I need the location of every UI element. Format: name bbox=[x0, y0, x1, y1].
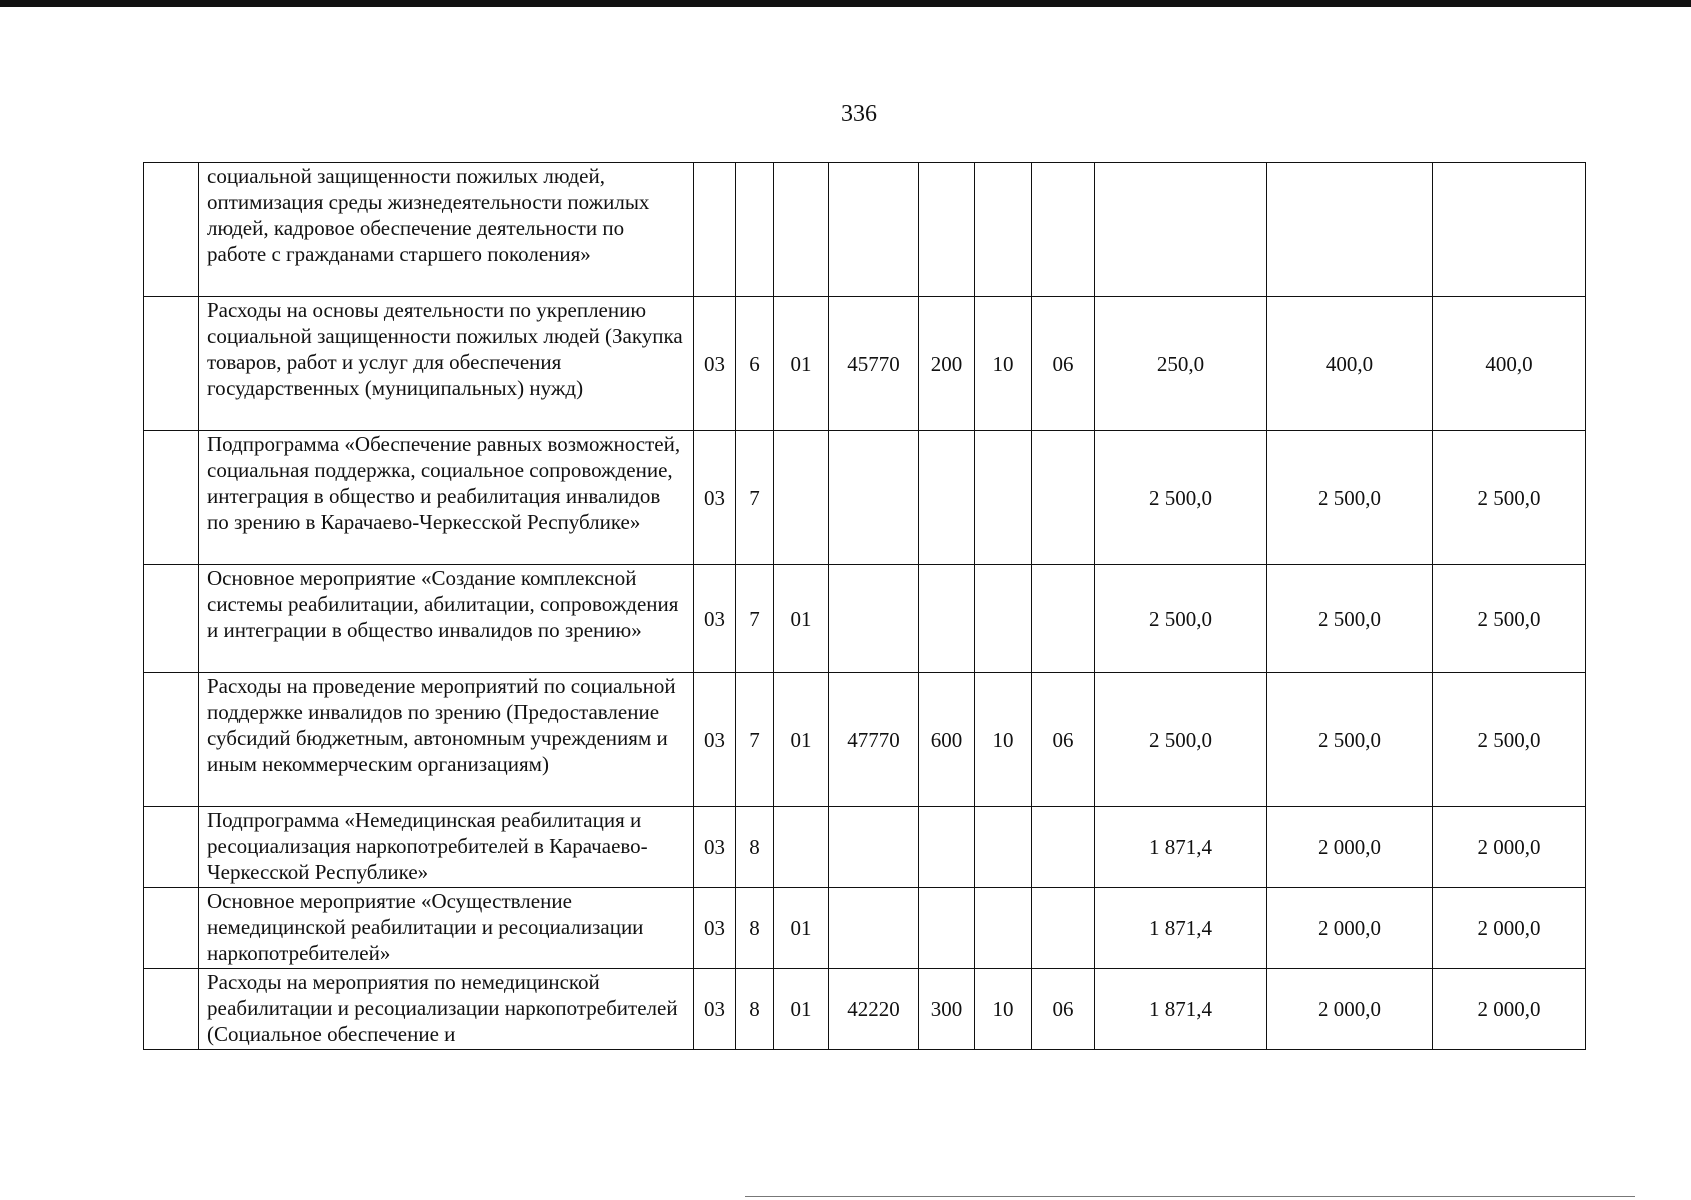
description-cell: Подпрограмма «Немедицинская реабилитация и ресоциализация наркопотребителей в Карачаево-Черкесской Республике» bbox=[199, 807, 694, 888]
amount-cell: 2 000,0 bbox=[1267, 969, 1433, 1050]
amount-cell: 2 500,0 bbox=[1267, 673, 1433, 807]
table-row bbox=[144, 565, 1586, 673]
code-cell: 10 bbox=[975, 969, 1032, 1050]
code-cell: 45770 bbox=[829, 297, 919, 431]
code-cell bbox=[774, 807, 829, 888]
amount-cell bbox=[1095, 163, 1267, 297]
row-number-cell bbox=[144, 431, 199, 565]
description-cell: Расходы на мероприятия по немедицинской реабилитации и ресоциализации наркопотребителей (Социальное обеспечение и bbox=[199, 969, 694, 1050]
code-cell bbox=[919, 163, 975, 297]
code-cell bbox=[774, 431, 829, 565]
code-cell: 06 bbox=[1032, 297, 1095, 431]
code-cell: 01 bbox=[774, 565, 829, 673]
code-cell: 03 bbox=[694, 969, 736, 1050]
code-cell bbox=[919, 431, 975, 565]
code-cell bbox=[1032, 565, 1095, 673]
code-cell bbox=[1032, 807, 1095, 888]
code-cell bbox=[829, 888, 919, 969]
amount-cell: 2 500,0 bbox=[1433, 565, 1586, 673]
amount-cell: 2 500,0 bbox=[1267, 431, 1433, 565]
row-number-cell bbox=[144, 163, 199, 297]
amount-cell: 2 500,0 bbox=[1433, 673, 1586, 807]
amount-cell: 2 500,0 bbox=[1095, 673, 1267, 807]
row-number-cell bbox=[144, 888, 199, 969]
code-cell bbox=[736, 163, 774, 297]
code-cell: 6 bbox=[736, 297, 774, 431]
amount-cell: 2 500,0 bbox=[1267, 565, 1433, 673]
code-cell: 8 bbox=[736, 807, 774, 888]
page-number: 336 bbox=[841, 101, 877, 127]
amount-cell: 2 500,0 bbox=[1095, 431, 1267, 565]
table-row bbox=[144, 297, 1586, 431]
amount-cell: 2 000,0 bbox=[1267, 888, 1433, 969]
code-cell: 8 bbox=[736, 969, 774, 1050]
description-cell: Основное мероприятие «Осуществление немедицинской реабилитации и ресоциализации наркопотребителей» bbox=[199, 888, 694, 969]
amount-cell: 2 000,0 bbox=[1267, 807, 1433, 888]
amount-cell: 2 000,0 bbox=[1433, 969, 1586, 1050]
code-cell: 03 bbox=[694, 888, 736, 969]
table-row bbox=[144, 163, 1586, 297]
description-cell: Подпрограмма «Обеспечение равных возможностей, социальная поддержка, социальное сопровождение, интеграция в общество и реабилитация инвалидов по зрению в Карачаево-Черкесской Республике» bbox=[199, 431, 694, 565]
code-cell: 600 bbox=[919, 673, 975, 807]
row-number-cell bbox=[144, 565, 199, 673]
code-cell bbox=[694, 163, 736, 297]
code-cell bbox=[975, 431, 1032, 565]
amount-cell: 2 000,0 bbox=[1433, 807, 1586, 888]
top-border-rule bbox=[0, 0, 1691, 7]
code-cell bbox=[1032, 888, 1095, 969]
code-cell bbox=[774, 163, 829, 297]
bottom-border-rule bbox=[745, 1196, 1635, 1197]
code-cell: 01 bbox=[774, 969, 829, 1050]
amount-cell: 2 500,0 bbox=[1095, 565, 1267, 673]
amount-cell: 1 871,4 bbox=[1095, 807, 1267, 888]
code-cell: 7 bbox=[736, 565, 774, 673]
code-cell: 47770 bbox=[829, 673, 919, 807]
code-cell bbox=[829, 807, 919, 888]
code-cell bbox=[919, 888, 975, 969]
amount-cell: 400,0 bbox=[1433, 297, 1586, 431]
code-cell: 03 bbox=[694, 673, 736, 807]
code-cell: 03 bbox=[694, 807, 736, 888]
table-row bbox=[144, 431, 1586, 565]
amount-cell: 1 871,4 bbox=[1095, 969, 1267, 1050]
code-cell: 01 bbox=[774, 673, 829, 807]
code-cell: 03 bbox=[694, 297, 736, 431]
budget-table bbox=[143, 162, 1586, 1050]
amount-cell bbox=[1433, 163, 1586, 297]
row-number-cell bbox=[144, 673, 199, 807]
code-cell bbox=[919, 565, 975, 673]
code-cell: 03 bbox=[694, 431, 736, 565]
code-cell: 7 bbox=[736, 673, 774, 807]
code-cell bbox=[919, 807, 975, 888]
code-cell bbox=[975, 807, 1032, 888]
amount-cell bbox=[1267, 163, 1433, 297]
table-row bbox=[144, 888, 1586, 969]
code-cell: 10 bbox=[975, 297, 1032, 431]
code-cell bbox=[1032, 163, 1095, 297]
code-cell: 03 bbox=[694, 565, 736, 673]
description-cell: Расходы на проведение мероприятий по социальной поддержке инвалидов по зрению (Предоставление субсидий бюджетным, автономным учреждениям и иным некоммерческим организациям) bbox=[199, 673, 694, 807]
amount-cell: 2 500,0 bbox=[1433, 431, 1586, 565]
code-cell: 7 bbox=[736, 431, 774, 565]
code-cell: 200 bbox=[919, 297, 975, 431]
code-cell bbox=[1032, 431, 1095, 565]
amount-cell: 2 000,0 bbox=[1433, 888, 1586, 969]
code-cell: 300 bbox=[919, 969, 975, 1050]
code-cell: 06 bbox=[1032, 673, 1095, 807]
table-row bbox=[144, 969, 1586, 1050]
code-cell bbox=[975, 888, 1032, 969]
description-cell: Основное мероприятие «Создание комплексной системы реабилитации, абилитации, сопровождения и интеграции в общество инвалидов по зрению» bbox=[199, 565, 694, 673]
code-cell bbox=[829, 431, 919, 565]
code-cell bbox=[829, 163, 919, 297]
code-cell: 10 bbox=[975, 673, 1032, 807]
code-cell: 01 bbox=[774, 297, 829, 431]
amount-cell: 1 871,4 bbox=[1095, 888, 1267, 969]
row-number-cell bbox=[144, 297, 199, 431]
table-row bbox=[144, 807, 1586, 888]
code-cell bbox=[975, 565, 1032, 673]
row-number-cell bbox=[144, 807, 199, 888]
amount-cell: 400,0 bbox=[1267, 297, 1433, 431]
description-cell: социальной защищенности пожилых людей, оптимизация среды жизнедеятельности пожилых людей, кадровое обеспечение деятельности по работе с гражданами старшего поколения» bbox=[199, 163, 694, 297]
code-cell bbox=[829, 565, 919, 673]
row-number-cell bbox=[144, 969, 199, 1050]
code-cell: 8 bbox=[736, 888, 774, 969]
table-row bbox=[144, 673, 1586, 807]
description-cell: Расходы на основы деятельности по укреплению социальной защищенности пожилых людей (Закупка товаров, работ и услуг для обеспечения государственных (муниципальных) нужд) bbox=[199, 297, 694, 431]
amount-cell: 250,0 bbox=[1095, 297, 1267, 431]
code-cell: 01 bbox=[774, 888, 829, 969]
code-cell bbox=[975, 163, 1032, 297]
code-cell: 42220 bbox=[829, 969, 919, 1050]
code-cell: 06 bbox=[1032, 969, 1095, 1050]
